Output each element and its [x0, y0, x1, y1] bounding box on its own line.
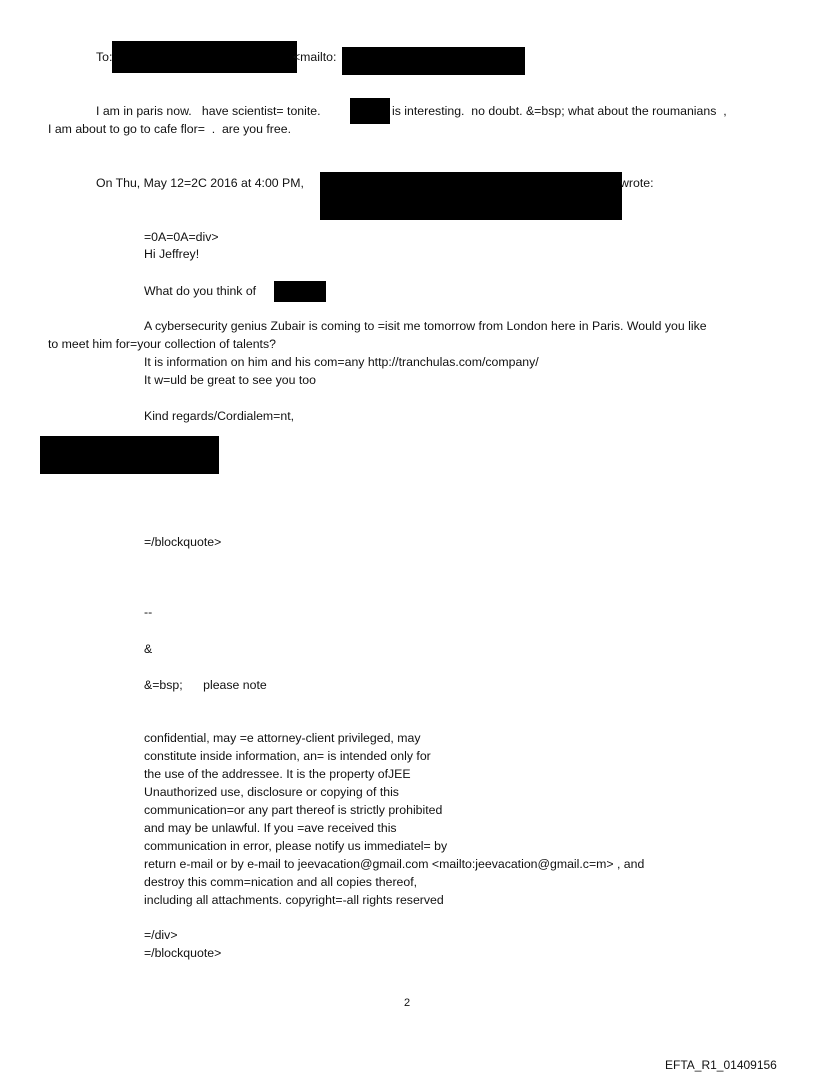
disclaimer-line: Unauthorized use, disclosure or copying of this — [144, 785, 399, 799]
document-id: EFTA_R1_01409156 — [665, 1058, 777, 1072]
greeting: Hi Jeffrey! — [144, 247, 200, 261]
signature-amp: & — [144, 642, 153, 656]
reply-line-1b: is interesting. no doubt. &=bsp; what about the roumanians , — [392, 104, 727, 118]
mailto-label: <mailto: — [293, 50, 337, 64]
para1-line2: to meet him for=your collection of talents? — [48, 337, 276, 351]
disclaimer-line: and may be unlawful. If you =ave received this — [144, 821, 397, 835]
disclaimer-line: return e-mail or by e-mail to jeevacation@gmail.com <mailto:jeevacation@gmail.c=m> , and — [144, 857, 645, 871]
see-line: It w=uld be great to see you too — [144, 373, 316, 387]
redaction-block — [40, 436, 219, 474]
question-line: What do you think of — [144, 284, 257, 298]
disclaimer-block — [144, 729, 644, 909]
to-label: To: — [96, 50, 113, 64]
disclaimer-line: including all attachments. copyright=-all rights reserved — [144, 893, 444, 907]
div-close-tag: =/div> — [144, 928, 178, 942]
quote-header-prefix: On Thu, May 12=2C 2016 at 4:00 PM, — [96, 176, 304, 190]
redaction-block — [274, 281, 326, 302]
div-open-tag: =0A=0A=div> — [144, 230, 219, 244]
info-line: It is information on him and his com=any http://tranchulas.com/company/ — [144, 355, 539, 369]
disclaimer-line: communication=or any part thereof is strictly prohibited — [144, 803, 443, 817]
signature-note: &=bsp; please note — [144, 678, 267, 692]
disclaimer-line: constitute inside information, an= is intended only for — [144, 749, 431, 763]
disclaimer-line: confidential, may =e attorney-client privileged, may — [144, 731, 421, 745]
regards-line: Kind regards/Cordialem=nt, — [144, 409, 295, 423]
disclaimer-line: destroy this comm=nication and all copies thereof, — [144, 875, 418, 889]
reply-line-1a: I am in paris now. have scientist= tonite. — [96, 104, 321, 118]
redaction-block — [350, 98, 390, 124]
disclaimer-line: communication in error, please notify us immediatel= by — [144, 839, 448, 853]
page-number: 2 — [404, 997, 411, 1009]
reply-line-2: I am about to go to cafe flor= . are you free. — [48, 122, 292, 136]
redaction-block — [342, 47, 525, 75]
disclaimer-line: the use of the addressee. It is the property ofJEE — [144, 767, 411, 781]
redaction-block — [112, 41, 297, 73]
blockquote-close-tag-final: =/blockquote> — [144, 946, 222, 960]
redaction-block — [320, 172, 622, 220]
para1-line1: A cybersecurity genius Zubair is coming to =isit me tomorrow from London here in Paris. Would you like — [144, 319, 707, 333]
signature-dashes: -- — [144, 605, 153, 619]
quote-header-suffix: wrote: — [620, 176, 654, 190]
blockquote-close-tag: =/blockquote> — [144, 535, 222, 549]
